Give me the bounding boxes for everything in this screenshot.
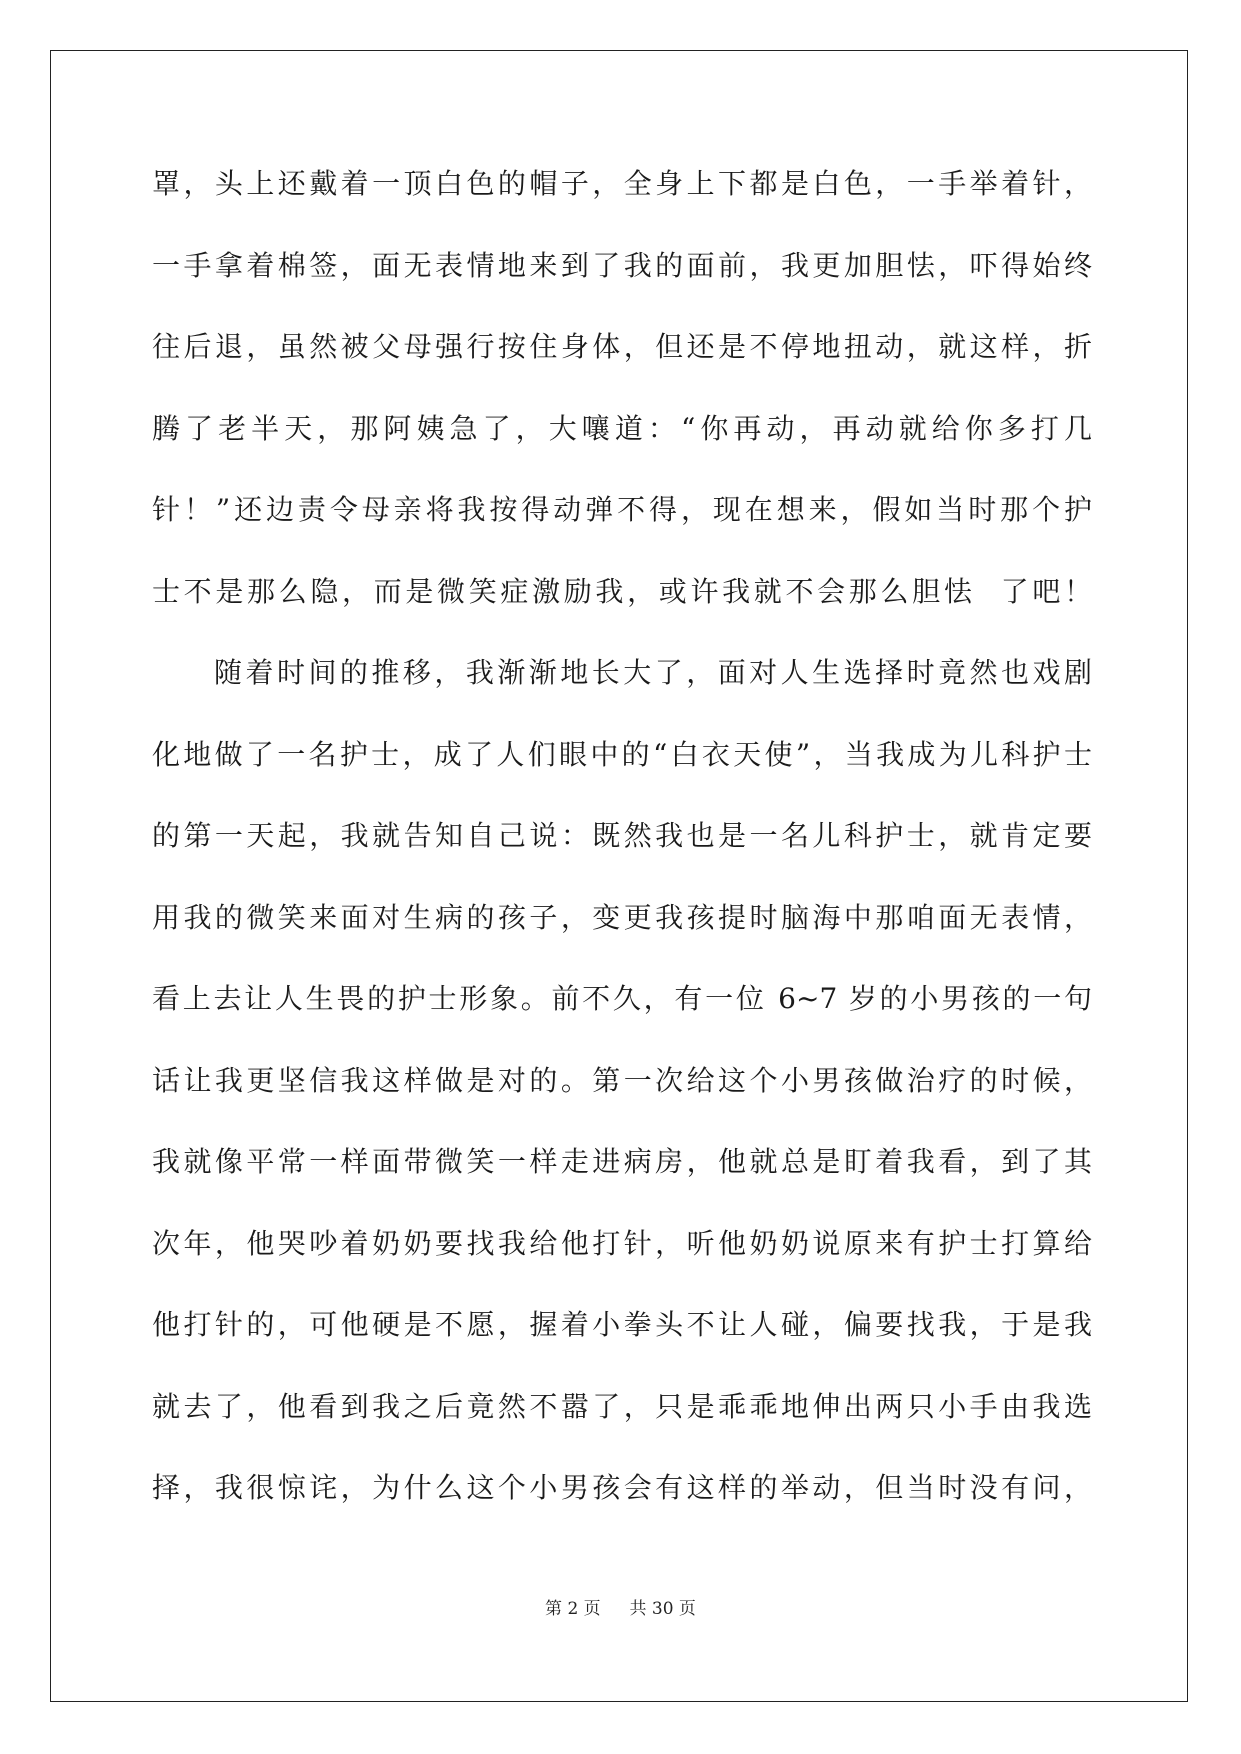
text-line-2: 一手拿着棉签，面无表情地来到了我的面前，我更加胆怯，吓得始终 <box>152 248 1092 282</box>
page-footer <box>0 1597 1241 1621</box>
text-line-4: 腾了老半天，那阿姨急了，大嚷道：“你再动，再动就给你多打几 <box>152 411 1092 445</box>
text-line-14: 次年，他哭吵着奶奶要找我给他打针，听他奶奶说原来有护士打算给 <box>152 1226 1092 1260</box>
text-line-1: 罩，头上还戴着一顶白色的帽子，全身上下都是白色，一手举着针， <box>152 167 1092 200</box>
text-line-5: 针！”还边责令母亲将我按得动弹不得，现在想来，假如当时那个护 <box>152 493 1092 526</box>
document-body <box>152 164 1092 1550</box>
text-line-16: 就去了，他看到我之后竟然不嚣了，只是乖乖地伸出两只小手由我选 <box>152 1389 1092 1423</box>
text-line-11: 看上去让人生畏的护士形象。前不久，有一位 6~7 岁的小男孩的一句 <box>152 982 1092 1015</box>
text-line-7: 随着时间的推移，我渐渐地长大了，面对人生选择时竟然也戏剧 <box>214 656 1092 689</box>
page-number: 第 2 页 <box>545 1599 601 1619</box>
text-line-6: 士不是那么隐，而是微笑症激励我，或许我就不会那么胆怯 了吧！ <box>152 574 1092 608</box>
text-line-3: 往后退，虽然被父母强行按住身体，但还是不停地扭动，就这样，折 <box>152 330 1092 363</box>
text-line-9: 的第一天起，我就告知自己说：既然我也是一名儿科护士，就肯定要 <box>152 819 1092 852</box>
text-line-17: 择，我很惊诧，为什么这个小男孩会有这样的举动，但当时没有问， <box>152 1471 1092 1504</box>
text-line-8: 化地做了一名护士，成了人们眼中的“白衣天使”，当我成为儿科护士 <box>152 737 1092 771</box>
page-total: 共 30 页 <box>629 1599 696 1619</box>
text-line-12: 话让我更坚信我这样做是对的。第一次给这个小男孩做治疗的时候， <box>152 1063 1092 1097</box>
text-line-15: 他打针的，可他硬是不愿，握着小拳头不让人碰，偏要找我，于是我 <box>152 1308 1092 1341</box>
text-line-10: 用我的微笑来面对生病的孩子，变更我孩提时脑海中那咱面无表情， <box>152 900 1092 934</box>
text-line-13: 我就像平常一样面带微笑一样走进病房，他就总是盯着我看，到了其 <box>152 1145 1092 1178</box>
